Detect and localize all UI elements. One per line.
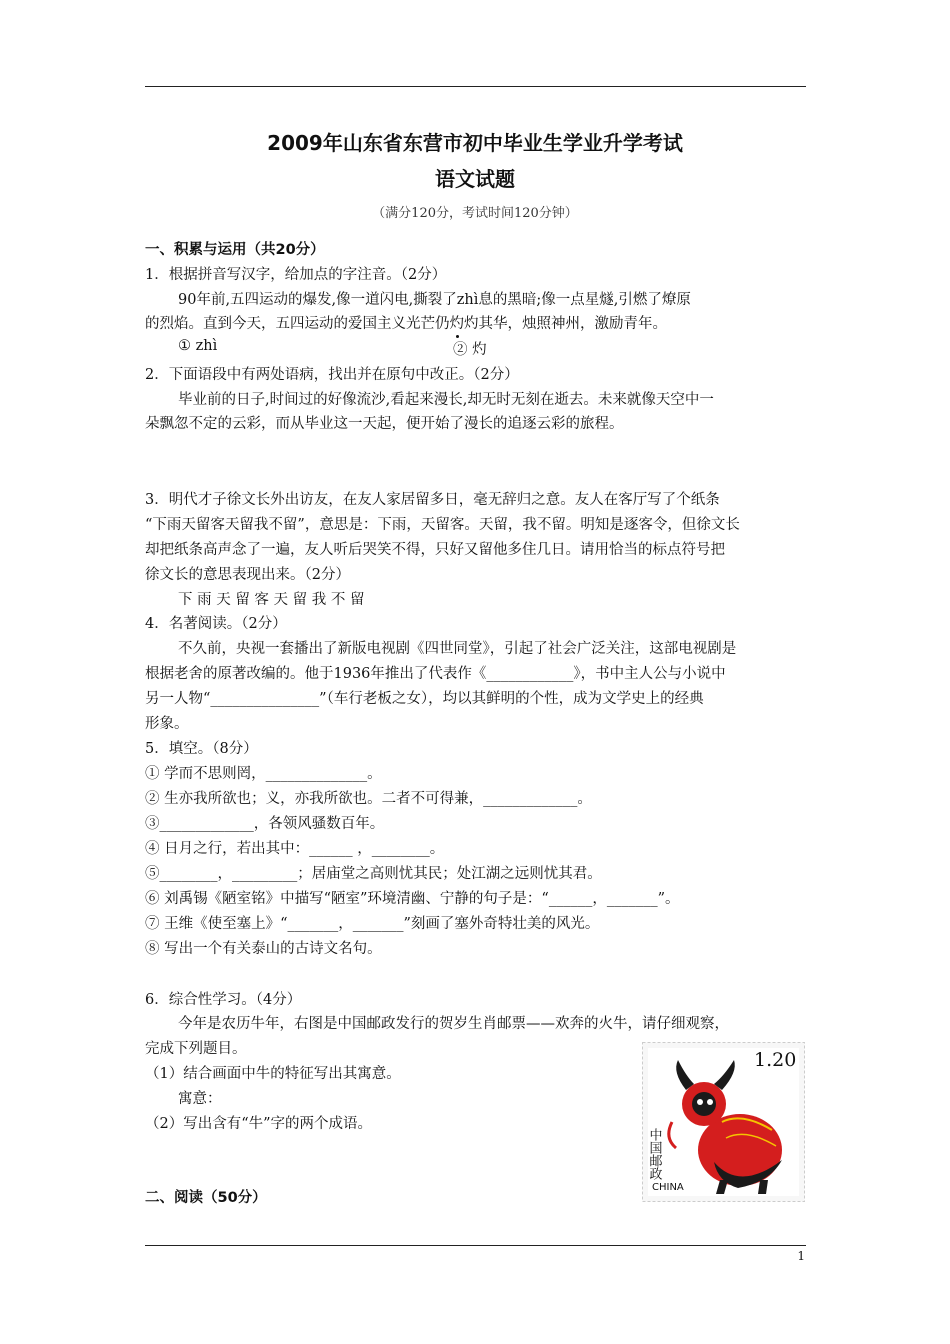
q1-line2: [145, 312, 667, 333]
q5-item: ④ 日月之行，若出其中：______ ，________。: [145, 841, 445, 857]
q4-line2: 根据老舍的原著改编的。他于1936年推出了代表作《____________》，书中主人公与小说中: [145, 666, 726, 682]
q1-answer-1: ① zhì: [178, 338, 218, 354]
q4-line4: 形象。: [145, 716, 189, 732]
stamp-value: 1.20: [754, 1049, 797, 1071]
q1-stem: 1．根据拼音写汉字，给加点的字注音。（2分）: [145, 267, 447, 283]
fire-ox-stamp-icon: [642, 1042, 805, 1202]
q4-stem: 4．名著阅读。（2分）: [145, 616, 287, 632]
section-heading-1: 一、积累与运用（共20分）: [145, 242, 325, 258]
q6-sub1-label: 寓意：: [178, 1091, 222, 1107]
dotted-char: 灼: [450, 312, 465, 333]
q2-stem: 2．下面语段中有两处语病，找出并在原句中改正。（2分）: [145, 367, 519, 383]
q2-line2: 朵飘忽不定的云彩，而从毕业这一天起，便开始了漫长的追逐云彩的旅程。: [145, 416, 624, 432]
stamp-vertical-text: 中国邮政: [646, 1128, 662, 1180]
q5-item: ② 生亦我所欲也；义，亦我所欲也。二者不可得兼，_____________。: [145, 791, 592, 807]
q4-line1: 不久前，央视一套播出了新版电视剧《四世同堂》，引起了社会广泛关注，这部电视剧是: [178, 641, 737, 657]
q5-item: ⑤________，_________；居庙堂之高则忧其民；处江湖之远则忧其君。: [145, 866, 602, 882]
q5-stem: 5．填空。（8分）: [145, 741, 258, 757]
q5-item: ⑥ 刘禹锡《陋室铭》中描写“陋室”环境清幽、宁静的句子是：“______，_______”。: [145, 891, 680, 907]
q6-sub1: （1）结合画面中牛的特征写出其寓意。: [145, 1066, 401, 1082]
q1-line2-end: 灼其华，烛照神州，激励青年。: [464, 316, 667, 332]
q6-sub2: （2）写出含有“牛”字的两个成语。: [145, 1116, 373, 1132]
q2-line1: 毕业前的日子,时间过的好像流沙,看起来漫长,却无时无刻在逝去。未来就像天空中一: [178, 392, 714, 408]
section-heading-2: 二、阅读（50分）: [145, 1190, 267, 1206]
exam-title: 2009年山东省东营市初中毕业生学业升学考试: [267, 131, 683, 155]
q6-line2: 完成下列题目。: [145, 1041, 247, 1057]
q1-line2-start: 的烈焰。直到今天，五四运动的爱国主义光芒仍: [145, 316, 450, 332]
q3-line3: 却把纸条高声念了一遍，友人听后哭笑不得，只好又留他多住几日。请用恰当的标点符号把: [145, 542, 725, 558]
q3-line2: “下雨天留客天留我不留”，意思是：下雨，天留客。天留，我不留。明知是逐客令，但徐文长: [145, 517, 740, 533]
ox-stamp-image: [642, 1042, 805, 1202]
q5-item: ⑧ 写出一个有关泰山的古诗文名句。: [145, 941, 382, 957]
q1-line1: 90年前,五四运动的爆发,像一道闪电,撕裂了zhì息的黑暗;像一点星燧,引燃了燎原: [178, 292, 691, 308]
q5-item: ① 学而不思则罔，______________。: [145, 766, 382, 782]
stamp-country: CHINA: [652, 1182, 684, 1193]
q6-stem: 6．综合性学习。（4分）: [145, 992, 302, 1008]
q3-line1: 3．明代才子徐文长外出访友，在友人家居留多日，毫无辞归之意。友人在客厅写了个纸条: [145, 492, 720, 508]
page-number: 1: [797, 1249, 805, 1263]
q6-line1: 今年是农历牛年，右图是中国邮政发行的贺岁生肖邮票——欢奔的火牛，请仔细观察，: [178, 1016, 729, 1032]
q5-item: ③_____________，各领风骚数百年。: [145, 816, 385, 832]
q4-line3: 另一人物“_______________”（车行老板之女），均以其鲜明的个性，成为文学史上的经典: [145, 691, 704, 707]
exam-subtitle: （满分120分，考试时间120分钟）: [372, 206, 578, 221]
q3-line4: 徐文长的意思表现出来。（2分）: [145, 567, 350, 583]
exam-subject: 语文试题: [435, 167, 515, 191]
q3-chars: 下 雨 天 留 客 天 留 我 不 留: [178, 592, 365, 608]
q1-answer-2: ② 灼: [453, 342, 487, 358]
top-rule: [145, 86, 806, 87]
bottom-rule: [145, 1245, 806, 1246]
q5-item: ⑦ 王维《使至塞上》“_______，_______”刻画了塞外奇特壮美的风光。: [145, 916, 600, 932]
